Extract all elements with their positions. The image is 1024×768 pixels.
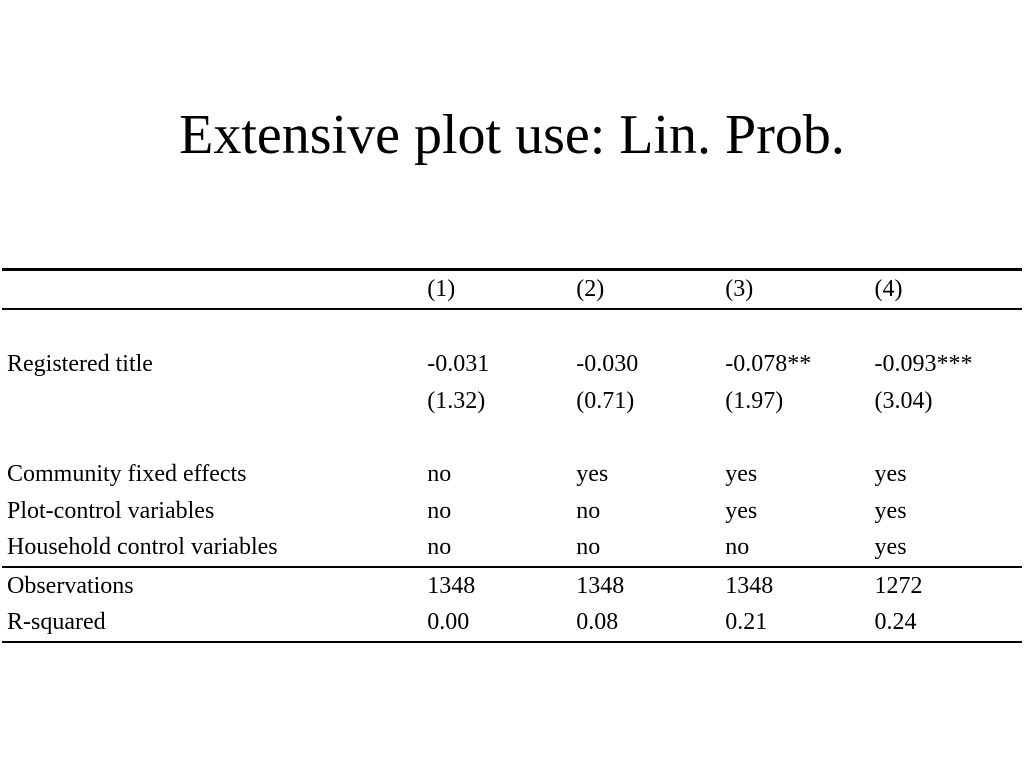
table-row <box>2 456 1022 493</box>
tstat-cell: (1.97) <box>725 387 784 414</box>
stat-cell: 1272 <box>874 572 923 599</box>
control-cell: no <box>427 460 452 487</box>
spacer-row <box>2 419 1022 456</box>
stat-cell: 1348 <box>427 572 476 599</box>
coefficient-cell: -0.030 <box>576 351 639 378</box>
stat-cell: 0.24 <box>875 604 1022 642</box>
spacer-row <box>2 309 1022 347</box>
slide-title: Extensive plot use: Lin. Prob. <box>179 104 845 166</box>
control-cell: yes <box>725 460 758 487</box>
table-row <box>2 604 1022 642</box>
control-cell: yes <box>576 460 609 487</box>
control-cell: yes <box>875 529 1022 567</box>
stat-cell: 0.21 <box>725 604 874 642</box>
control-cell: yes <box>874 460 907 487</box>
row-label: Plot-control variables <box>7 497 215 524</box>
row-label: Registered title <box>7 351 153 378</box>
tstat-cell: (1.32) <box>427 387 486 414</box>
column-header: (3) <box>725 270 874 309</box>
row-label: R-squared <box>2 604 427 642</box>
table-row <box>2 493 1022 530</box>
row-label: Household control variables <box>2 529 427 567</box>
column-header: (2) <box>576 270 725 309</box>
stat-cell: 0.08 <box>576 604 725 642</box>
header-empty-cell <box>2 270 427 309</box>
control-cell: no <box>427 497 452 524</box>
table-row <box>2 383 1022 420</box>
control-cell: no <box>427 529 576 567</box>
stat-cell: 1348 <box>576 572 625 599</box>
control-cell: no <box>576 529 725 567</box>
table-header-row <box>2 270 1022 309</box>
coefficient-cell: -0.031 <box>427 351 490 378</box>
regression-table <box>2 268 1022 643</box>
table-row <box>2 529 1022 567</box>
control-cell: no <box>576 497 601 524</box>
column-header: (1) <box>427 270 576 309</box>
table-row <box>2 567 1022 605</box>
row-label <box>2 383 427 420</box>
tstat-cell: (0.71) <box>576 387 635 414</box>
stat-cell: 1348 <box>725 572 774 599</box>
row-label: Observations <box>7 572 134 599</box>
row-label: Community fixed effects <box>7 460 247 487</box>
control-cell: yes <box>725 497 758 524</box>
coefficient-cell: -0.078** <box>725 351 812 378</box>
stat-cell: 0.00 <box>427 604 576 642</box>
coefficient-cell: -0.093*** <box>874 351 973 378</box>
control-cell: yes <box>874 497 907 524</box>
tstat-cell: (3.04) <box>874 387 933 414</box>
column-header: (4) <box>875 270 1022 309</box>
control-cell: no <box>725 529 874 567</box>
table-row <box>2 346 1022 383</box>
